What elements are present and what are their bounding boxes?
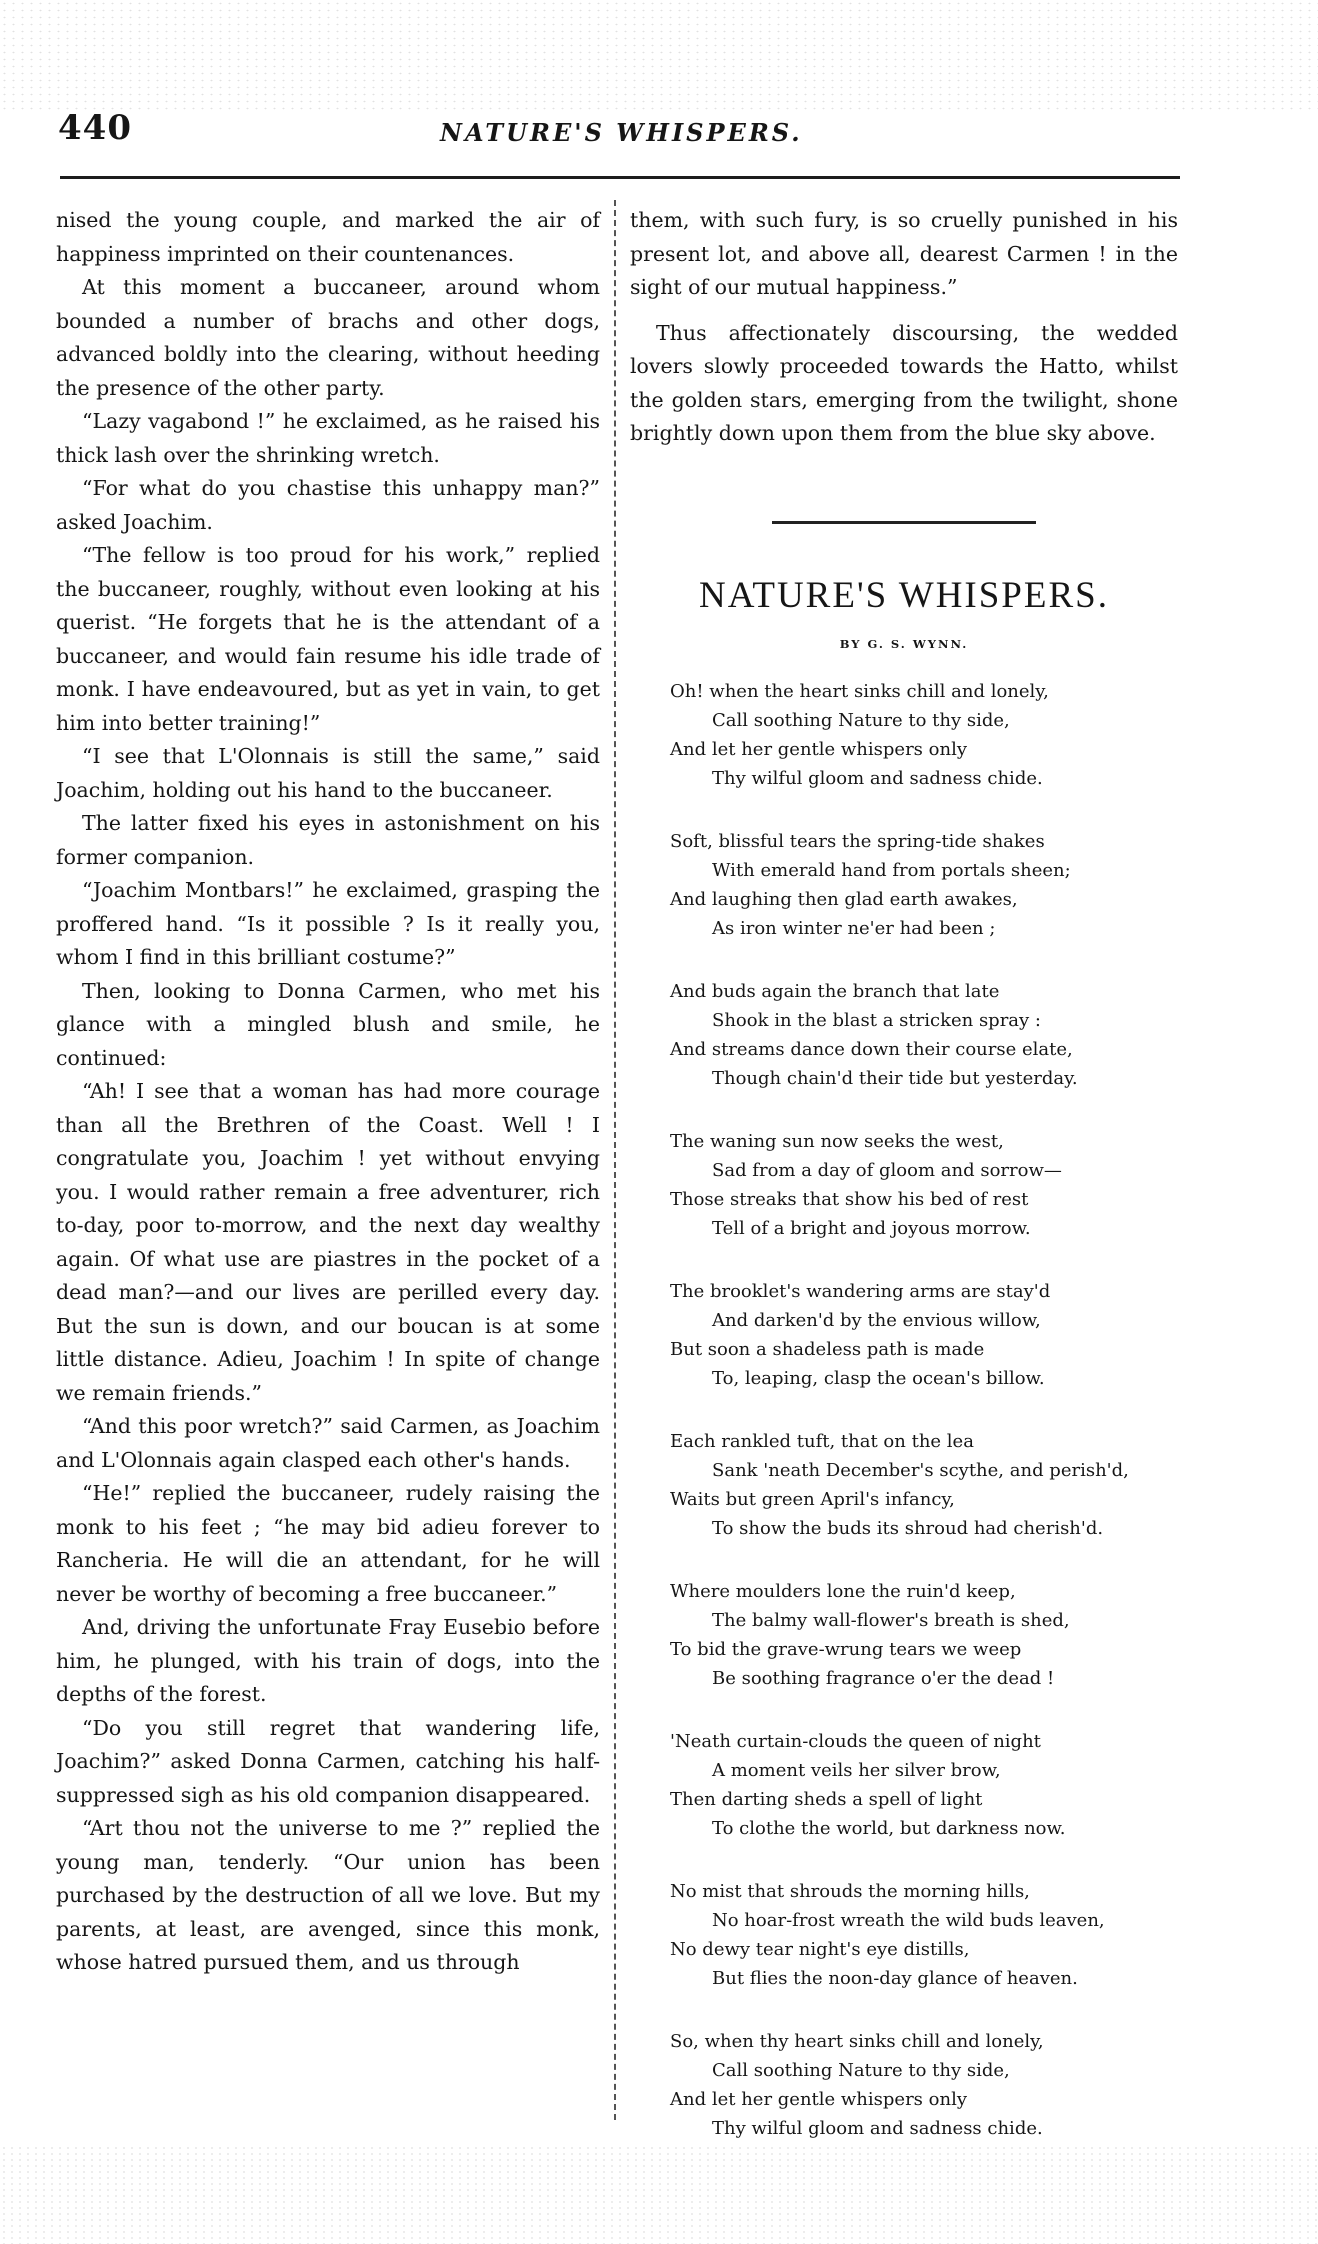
column-divider <box>614 200 616 2120</box>
poem-line: And let her gentle whispers only <box>670 738 967 760</box>
poem-stanza <box>670 2027 1178 2143</box>
poem-line: Each rankled tuft, that on the lea <box>670 1430 974 1452</box>
paragraph: At this moment a buccaneer, around whom bounded a number of brachs and other dogs, advanced boldly into the clearing, without heeding the presence of the other party. <box>56 275 600 400</box>
story-conclusion <box>630 204 1178 451</box>
poem-line: No hoar-frost wreath the wild buds leaven, <box>712 1909 1105 1931</box>
paragraph: “He!” replied the buccaneer, rudely raising the monk to his feet ; “he may bid adieu forever to Rancheria. He will die an attendant, for he will never be worthy of becoming a free buccaneer.” <box>56 1481 600 1606</box>
poem-line: Then darting sheds a spell of light <box>670 1788 983 1810</box>
poem-line: Oh! when the heart sinks chill and lonely, <box>670 680 1049 702</box>
poem-line: Thy wilful gloom and sadness chide. <box>712 767 1043 789</box>
paragraph: them, with such fury, is so cruelly punished in his present lot, and above all, dearest Carmen ! in the sight of our mutual happiness.” <box>630 208 1178 299</box>
poem-line: And darken'd by the envious willow, <box>712 1309 1041 1331</box>
paragraph: “Do you still regret that wandering life, Joachim?” asked Donna Carmen, catching his half-suppressed sigh as his old companion disappeared. <box>56 1715 600 1807</box>
poem-title: NATURE'S WHISPERS. <box>699 574 1109 616</box>
poem-line: Those streaks that show his bed of rest <box>670 1188 1029 1210</box>
poem-stanza <box>670 1277 1178 1393</box>
poem-line: To, leaping, clasp the ocean's billow. <box>712 1367 1045 1389</box>
paragraph: “Joachim Montbars!” he exclaimed, grasping the proffered hand. “Is it possible ? Is it really you, whom I find in this brilliant costume?” <box>56 878 600 969</box>
paragraph: “Lazy vagabond !” he exclaimed, as he raised his thick lash over the shrinking wretch. <box>56 409 600 467</box>
poem-line: Where moulders lone the ruin'd keep, <box>670 1580 1016 1602</box>
paragraph: “Ah! I see that a woman has had more courage than all the Brethren of the Coast. Well ! I congratulate you, Joachim ! yet without envying you. I would rather remain a free adventurer, rich to-day, poor to-morrow, and the next day wealthy again. Of what use are piastres in the pocket of a dead man?—and our lives are perilled every day. But the sun is down, and our boucan is at some little distance. Adieu, Joachim ! In spite of change we remain friends.” <box>56 1079 600 1405</box>
poem-line: The balmy wall-flower's breath is shed, <box>712 1609 1070 1631</box>
poem-line: Soft, blissful tears the spring-tide shakes <box>670 830 1045 852</box>
header-rule <box>60 176 1180 179</box>
paper-speckle-top <box>0 0 1318 110</box>
poem-line: With emerald hand from portals sheen; <box>712 859 1071 881</box>
poem-line: And buds again the branch that late <box>670 980 1000 1002</box>
poem-stanza <box>670 1877 1178 1993</box>
paragraph: Thus affectionately discoursing, the wedded lovers slowly proceeded towards the Hatto, whilst the golden stars, emerging from the twilight, shone brightly down upon them from the blue sky above. <box>630 320 1178 445</box>
paragraph: “For what do you chastise this unhappy man?” asked Joachim. <box>56 476 600 534</box>
poem-line: The waning sun now seeks the west, <box>670 1130 1004 1152</box>
poem-line: No mist that shrouds the morning hills, <box>670 1880 1030 1902</box>
poem-line: No dewy tear night's eye distills, <box>670 1938 970 1960</box>
poem-stanza <box>670 977 1178 1093</box>
poem-line: To show the buds its shroud had cherish'd. <box>712 1517 1104 1539</box>
poem-line: Be soothing fragrance o'er the dead ! <box>712 1667 1055 1689</box>
paragraph: “I see that L'Olonnais is still the same,” said Joachim, holding out his hand to the buccaneer. <box>56 744 600 802</box>
poem-line: Call soothing Nature to thy side, <box>712 2059 1010 2081</box>
running-head: NATURE'S WHISPERS. <box>440 118 803 147</box>
paragraph: “And this poor wretch?” said Carmen, as Joachim and L'Olonnais again clasped each other's hands. <box>56 1414 600 1472</box>
left-column <box>56 204 600 1980</box>
poem-line: Shook in the blast a stricken spray : <box>712 1009 1041 1031</box>
poem-line: Call soothing Nature to thy side, <box>712 709 1010 731</box>
poem-line: Sad from a day of gloom and sorrow— <box>712 1159 1062 1181</box>
poem-line: Tell of a bright and joyous morrow. <box>712 1217 1031 1239</box>
poem-stanza <box>670 677 1178 793</box>
poem-line: To clothe the world, but darkness now. <box>712 1817 1066 1839</box>
poem-byline: BY G. S. WYNN. <box>839 636 969 651</box>
section-rule <box>772 521 1036 524</box>
paper-speckle-bottom <box>0 2145 1318 2244</box>
poem-line: And streams dance down their course elate, <box>670 1038 1073 1060</box>
paragraph: nised the young couple, and marked the air of happiness imprinted on their countenances. <box>56 208 600 266</box>
poem-line: The brooklet's wandering arms are stay'd <box>670 1280 1051 1302</box>
poem-line: Waits but green April's infancy, <box>670 1488 955 1510</box>
poem-line: 'Neath curtain-clouds the queen of night <box>670 1730 1041 1752</box>
poem-line: A moment veils her silver brow, <box>712 1759 1001 1781</box>
page-number: 440 <box>58 108 132 148</box>
poem-stanza <box>670 1727 1178 1843</box>
poem-stanza <box>670 827 1178 943</box>
poem-line: As iron winter ne'er had been ; <box>712 917 996 939</box>
poem-line: Thy wilful gloom and sadness chide. <box>712 2117 1043 2139</box>
paragraph: The latter fixed his eyes in astonishment on his former companion. <box>56 811 600 869</box>
poem-line: Though chain'd their tide but yesterday. <box>712 1067 1078 1089</box>
poem-line: And laughing then glad earth awakes, <box>670 888 1018 910</box>
poem-line: To bid the grave-wrung tears we weep <box>670 1638 1022 1660</box>
poem-body <box>630 677 1178 2143</box>
poem-line: Sank 'neath December's scythe, and perish'd, <box>712 1459 1129 1481</box>
poem-stanza <box>670 1577 1178 1693</box>
right-column <box>630 204 1178 2143</box>
paragraph: “The fellow is too proud for his work,” replied the buccaneer, roughly, without even looking at his querist. “He forgets that he is the attendant of a buccaneer, and would fain resume his idle trade of monk. I have endeavoured, but as yet in vain, to get him into better training!” <box>56 543 600 735</box>
poem-line: But flies the noon-day glance of heaven. <box>712 1967 1078 1989</box>
paragraph: Then, looking to Donna Carmen, who met his glance with a mingled blush and smile, he continued: <box>56 978 600 1070</box>
poem-line: And let her gentle whispers only <box>670 2088 967 2110</box>
poem-stanza <box>670 1427 1178 1543</box>
poem-stanza <box>670 1127 1178 1243</box>
paragraph: And, driving the unfortunate Fray Eusebio before him, he plunged, with his train of dogs, into the depths of the forest. <box>56 1615 600 1706</box>
poem-line: But soon a shadeless path is made <box>670 1338 985 1360</box>
paragraph: “Art thou not the universe to me ?” replied the young man, tenderly. “Our union has been purchased by the destruction of all we love. But my parents, at least, are avenged, since this monk, whose hatred pursued them, and us through <box>56 1816 600 1974</box>
poem-line: So, when thy heart sinks chill and lonely, <box>670 2030 1044 2052</box>
